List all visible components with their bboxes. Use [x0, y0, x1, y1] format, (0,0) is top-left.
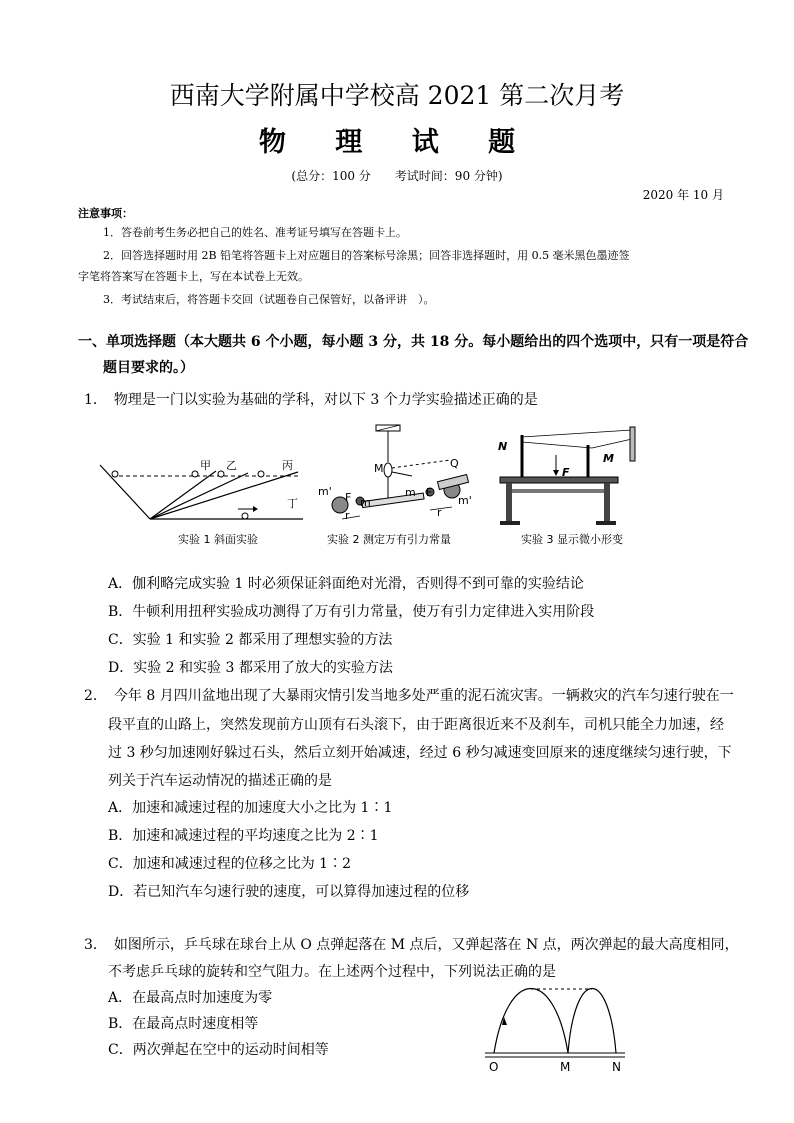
label-Q: Q: [450, 457, 459, 470]
question-2-stem-cont: 过 3 秒匀加速刚好躲过石头，然后立刻开始减速，经过 6 秒匀减速变回原来的速度继续匀速行驶，下: [108, 745, 732, 761]
question-2-option-d[interactable]: D．若已知汽车匀速行驶的速度，可以算得加速过程的位移: [108, 884, 470, 900]
exam-meta: (总分：100 分 考试时间：90 分钟): [291, 169, 503, 183]
exam-date: 2020 年 10 月: [642, 188, 724, 202]
label-M: M: [374, 462, 384, 475]
question-1-option-b[interactable]: B．牛顿利用扭秤实验成功测得了万有引力常量，使万有引力定律进入实用阶段: [108, 604, 595, 620]
question-2-stem-cont: 列关于汽车运动情况的描述正确的是: [108, 773, 332, 789]
label-point-N: N: [612, 1060, 621, 1074]
question-2-stem: 2． 今年 8 月四川盆地出现了大暴雨灾情引发当地多处严重的泥石流灾害。一辆救灾的汽车匀速行驶在一: [84, 688, 734, 704]
caption-experiment-3: 实验 3 显示微小形变: [521, 533, 623, 546]
label-F-exp3: F: [562, 466, 570, 479]
note-item: 字笔将答案写在答题卡上，写在本试卷上无效。: [78, 270, 309, 283]
caption-experiment-1: 实验 1 斜面实验: [178, 533, 258, 546]
label-m-left: m: [360, 496, 371, 509]
section-heading: 一、单项选择题（本大题共 6 个小题，每小题 3 分，共 18 分。每小题给出的四个选项中，只有一项是符合: [78, 334, 749, 350]
label-ding: 丁: [287, 497, 298, 510]
note-item: 2．回答选择题时用 2B 铅笔将答题卡上对应题目的答案标号涂黑；回答非选择题时，用 0.5 毫米黑色墨迹签: [103, 249, 630, 262]
label-point-O: O: [489, 1060, 499, 1074]
question-1-option-a[interactable]: A．伽利略完成实验 1 时必须保证斜面绝对光滑，否则得不到可靠的实验结论: [108, 576, 584, 592]
question-3-stem-cont: 不考虑乒乓球的旋转和空气阻力。在上述两个过程中，下列说法正确的是: [108, 964, 556, 980]
label-F-left: F: [345, 491, 352, 504]
question-3-option-b[interactable]: B．在最高点时速度相等: [108, 1016, 259, 1032]
exam-subtitle: 物 理 试 题: [258, 127, 536, 158]
label-jia: 甲: [200, 459, 211, 472]
label-N: N: [498, 440, 508, 453]
question-2-option-a[interactable]: A．加速和减速过程的加速度大小之比为 1∶1: [108, 800, 393, 816]
notes-heading: 注意事项：: [78, 207, 133, 220]
caption-experiment-2: 实验 2 测定万有引力常量: [327, 533, 451, 546]
question-1-option-d[interactable]: D．实验 2 和实验 3 都采用了放大的实验方法: [108, 660, 393, 676]
label-yi: 乙: [226, 459, 237, 472]
question-2-stem-cont: 段平直的山路上，突然发现前方山顶有石头滚下，由于距离很近来不及刹车，司机只能全力加速，经: [108, 717, 724, 733]
question-3-option-a[interactable]: A．在最高点时加速度为零: [108, 990, 273, 1006]
label-bing: 丙: [282, 459, 293, 472]
torsion-balance-figure: [312, 420, 482, 530]
question-3-option-c[interactable]: C．两次弹起在空中的运动时间相等: [108, 1042, 329, 1058]
question-1-stem: 1． 物理是一门以实验为基础的学科，对以下 3 个力学实验描述正确的是: [84, 392, 538, 408]
label-r-right: r: [437, 506, 442, 519]
question-1-option-c[interactable]: C．实验 1 和实验 2 都采用了理想实验的方法: [108, 632, 393, 648]
label-M-exp3: M: [603, 452, 614, 465]
label-r-left: r: [345, 509, 350, 522]
note-item: 3．考试结束后，将答题卡交回（试题卷自己保管好，以备评讲 ）。: [103, 293, 435, 306]
label-point-M: M: [560, 1060, 571, 1074]
label-m-prime-left: m': [318, 485, 332, 498]
label-m-prime-right: m': [458, 494, 472, 507]
question-2-option-b[interactable]: B．加速和减速过程的平均速度之比为 2∶1: [108, 828, 379, 844]
question-3-stem: 3． 如图所示，乒乓球在球台上从 O 点弹起落在 M 点后，又弹起落在 N 点，两次弹起的最大高度相同，: [84, 937, 739, 953]
exam-title: 西南大学附属中学校高 2021 第二次月考: [169, 81, 625, 110]
small-deformation-figure: [490, 425, 650, 530]
label-m-right: m: [405, 486, 416, 499]
question-2-option-c[interactable]: C．加速和减速过程的位移之比为 1∶2: [108, 856, 351, 872]
trajectory-figure: [480, 985, 630, 1060]
label-F-right: F: [426, 486, 433, 499]
note-item: 1．答卷前考生务必把自己的姓名、准考证号填写在答题卡上。: [103, 226, 407, 239]
section-heading-cont: 题目要求的。）: [103, 360, 194, 376]
